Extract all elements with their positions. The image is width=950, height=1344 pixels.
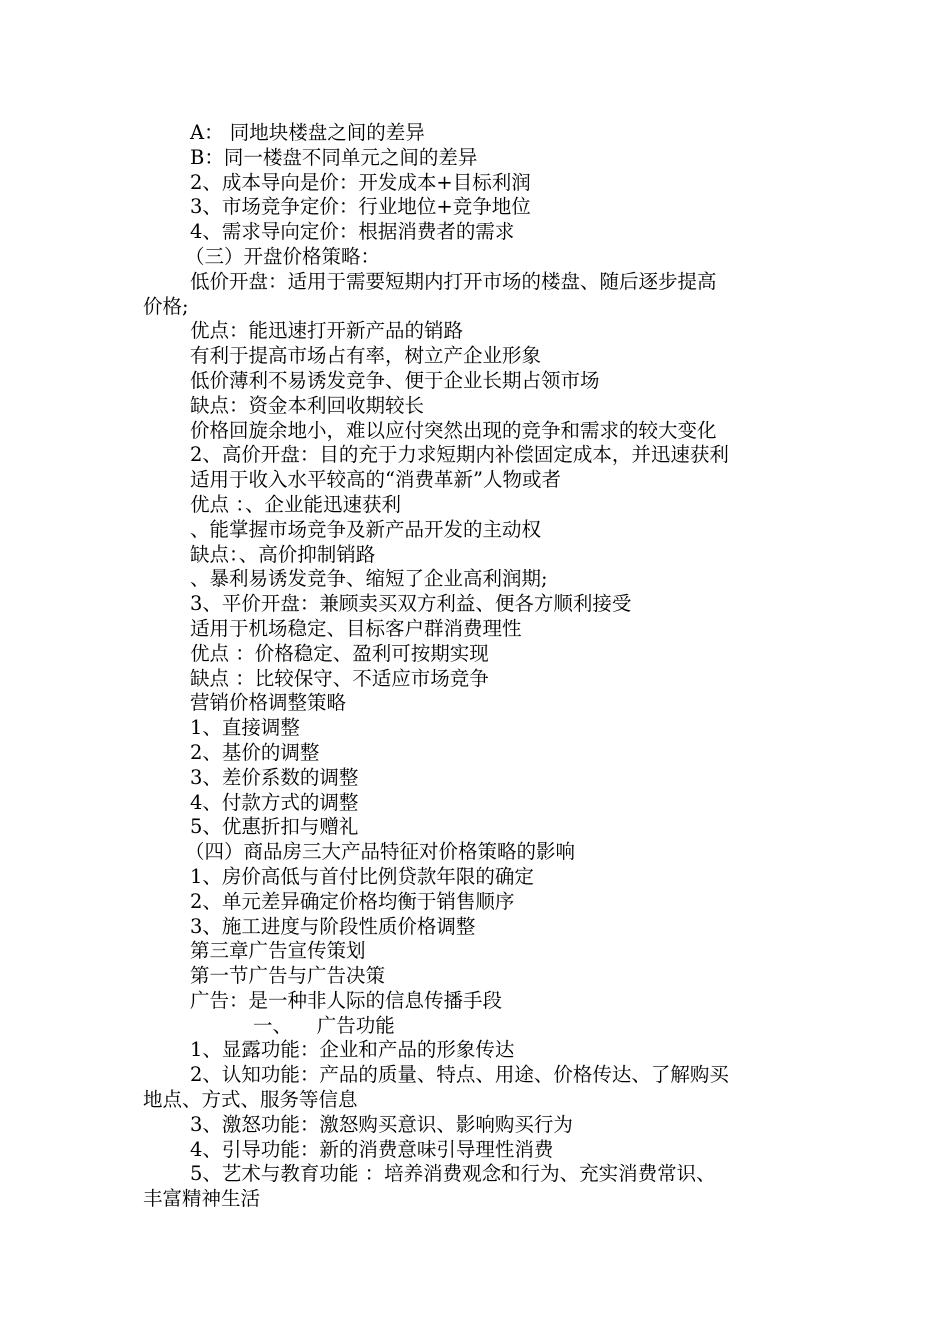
text-line: 3、施工进度与阶段性质价格调整: [190, 914, 476, 938]
chapter-title: 第三章广告宣传策划: [190, 939, 366, 963]
text-line: 适用于收入水平较高的“消费革新”人物或者: [190, 468, 561, 492]
subsection-heading: 一、 广告功能: [253, 1013, 395, 1037]
text-line: 3、市场竞争定价：行业地位+竞争地位: [190, 195, 531, 219]
text-line: 低价开盘：适用于需要短期内打开市场的楼盘、随后逐步提高: [190, 269, 717, 293]
text-line: 有利于提高市场占有率，树立产企业形象: [190, 344, 542, 368]
text-line: 丰富精神生活: [143, 1187, 261, 1211]
text-line: A： 同地块楼盘之间的差异: [190, 121, 425, 144]
text-line: 2、成本导向是价：开发成本+目标利润: [190, 170, 531, 194]
text-line: 2、基价的调整: [190, 740, 320, 764]
text-line: 适用于机场稳定、目标客户群消费理性: [190, 616, 522, 640]
text-line: 3、激怒功能：激怒购买意识、影响购买行为: [190, 1112, 573, 1136]
text-line: 优点：能迅速打开新产品的销路: [190, 319, 464, 343]
text-line: 2、高价开盘：目的充于力求短期内补偿固定成本，并迅速获利: [190, 443, 729, 467]
text-line: 缺点 ：比较保守、不适应市场竞争: [190, 666, 489, 690]
document-body: [143, 121, 813, 1212]
section-heading: （四）商品房三大产品特征对价格策略的影响: [185, 840, 576, 864]
text-line: 1、房价高低与首付比例贷款年限的确定: [190, 864, 534, 888]
text-line: 低价薄利不易诱发竞争、便于企业长期占领市场: [190, 368, 600, 392]
text-line: 缺点：资金本利回收期较长: [190, 393, 425, 417]
section-heading: （三）开盘价格策略：: [185, 244, 381, 268]
text-line: 4、需求导向定价：根据消费者的需求: [190, 220, 515, 244]
text-line: 4、引导功能：新的消费意味引导理性消费: [190, 1137, 554, 1161]
text-line: 、暴利易诱发竞争、缩短了企业高利润期;: [190, 567, 548, 591]
text-line: 优点 ：、企业能迅速获利: [190, 492, 401, 516]
text-line: 5、艺术与教育功能 ：培养消费观念和行为、充实消费常识、: [190, 1162, 716, 1186]
text-line: 价格;: [143, 294, 189, 318]
text-line: 营销价格调整策略: [190, 691, 347, 715]
text-line: 5、优惠折扣与赠礼: [190, 815, 359, 839]
text-line: 3、差价系数的调整: [190, 765, 359, 789]
text-line: 地点、方式、服务等信息: [143, 1088, 358, 1112]
text-line: 3、平价开盘：兼顾卖买双方利益、便各方顺利接受: [190, 592, 632, 616]
text-line: 1、显露功能：企业和产品的形象传达: [190, 1038, 515, 1062]
text-line: B：同一楼盘不同单元之间的差异: [190, 145, 478, 169]
text-line: 4、付款方式的调整: [190, 790, 359, 814]
section-title: 第一节广告与广告决策: [190, 964, 386, 988]
text-line: 2、单元差异确定价格均衡于销售顺序: [190, 889, 515, 913]
text-line: 缺点：、高价抑制销路: [190, 542, 376, 566]
text-line: 优点 ：价格稳定、盈利可按期实现: [190, 641, 489, 665]
text-line: 广告：是一种非人际的信息传播手段: [190, 988, 503, 1012]
text-line: 价格回旋余地小，难以应付突然出现的竞争和需求的较大变化: [190, 418, 717, 442]
text-line: 1、直接调整: [190, 716, 300, 740]
text-line: 、能掌握市场竞争及新产品开发的主动权: [190, 517, 542, 541]
text-line: 2、认知功能：产品的质量、特点、用途、价格传达、了解购买: [190, 1063, 729, 1087]
